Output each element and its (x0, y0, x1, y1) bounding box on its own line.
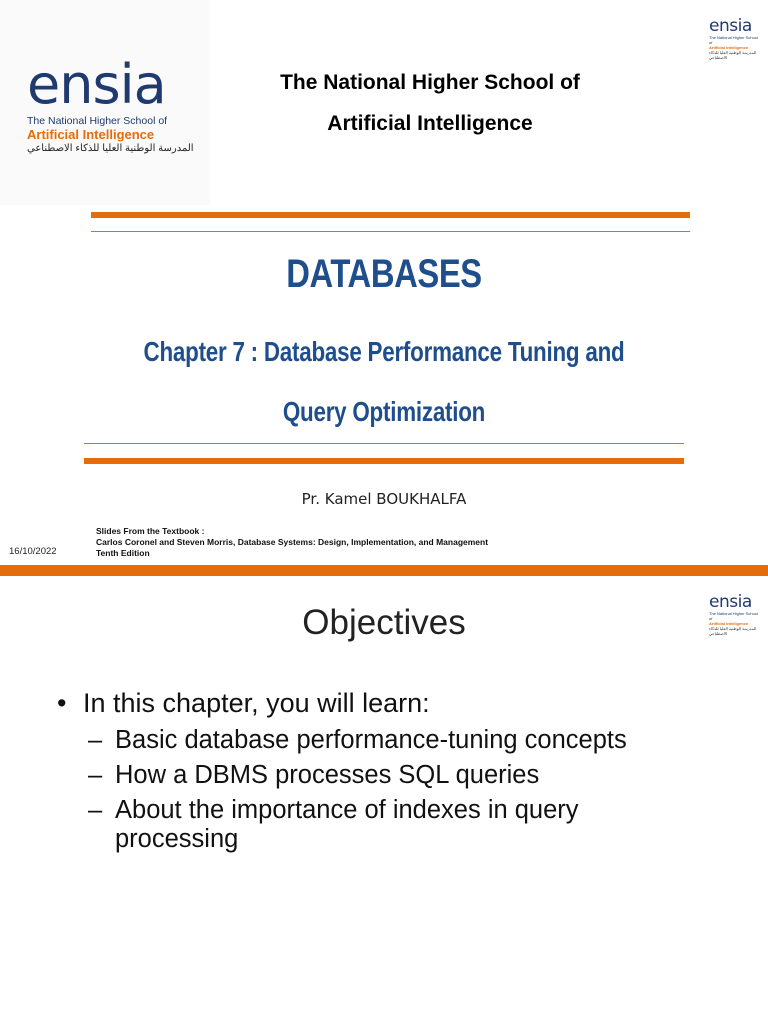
credits-line-3: Tenth Edition (96, 548, 150, 558)
logo-line-3-arabic: المدرسة الوطنية العليا للذكاء الاصطناعي (27, 143, 194, 154)
objectives-list (57, 686, 737, 854)
deck-title: DATABASES (286, 252, 482, 296)
ensia-logo (0, 0, 210, 205)
objectives-title: Objectives (302, 603, 466, 642)
school-name-line-1: The National Higher School of (280, 71, 580, 94)
ensia-mini-logo (709, 16, 761, 60)
chapter-title-line-1: Chapter 7 : Database Performance Tuning and (143, 336, 625, 367)
bottom-accent-bar (84, 458, 684, 464)
credits-line-2: Carlos Coronel and Steven Morris, Database Systems: Design, Implementation, and Management (96, 537, 489, 547)
slide-divider (0, 565, 768, 576)
mini-logo-line-3: المدرسة الوطنية العليا للذكاء الاصطناعي (709, 50, 757, 60)
bottom-accent-line (84, 443, 684, 444)
school-name-line-2: Artificial Intelligence (327, 112, 533, 135)
top-accent-line (91, 231, 690, 232)
author-name: Pr. Kamel BOUKHALFA (301, 490, 467, 508)
sub-bullet-text: Basic database performance-tuning concepts (115, 726, 627, 754)
bullet-dot-icon: • (57, 688, 67, 718)
sub-bullet (88, 796, 737, 854)
textbook-credits (96, 526, 488, 559)
sub-bullet (88, 726, 737, 755)
mini-logo-wordmark: ensia (709, 16, 752, 36)
bullet-dash-icon: – (88, 796, 103, 824)
mini-logo-line-1: The National Higher School of (709, 35, 758, 45)
mini-logo-line-1: The National Higher School of (709, 611, 758, 621)
bullet-dash-icon: – (88, 726, 103, 754)
sub-bullet (88, 761, 737, 790)
mini-logo-line-2: Artificial Intelligence (709, 621, 749, 626)
logo-line-1: The National Higher School of (27, 115, 168, 127)
sub-bullet-text: How a DBMS processes SQL queries (115, 761, 540, 789)
credits-line-1: Slides From the Textbook : (96, 526, 205, 536)
objectives-slide (0, 576, 768, 1024)
main-bullet-text: In this chapter, you will learn: (83, 688, 430, 718)
logo-line-2: Artificial Intelligence (27, 127, 155, 142)
sub-bullet-text: About the importance of indexes in query processing (115, 796, 579, 853)
slide-date: 16/10/2022 (9, 546, 57, 557)
top-accent-bar (91, 212, 690, 218)
chapter-title-line-2: Query Optimization (282, 396, 486, 427)
logo-wordmark: ensia (27, 53, 166, 116)
mini-logo-wordmark: ensia (709, 592, 752, 612)
bullet-dash-icon: – (88, 761, 103, 789)
mini-logo-line-3: المدرسة الوطنية العليا للذكاء الاصطناعي (709, 626, 757, 636)
main-bullet (57, 686, 737, 720)
mini-logo-line-2: Artificial Intelligence (709, 45, 749, 50)
